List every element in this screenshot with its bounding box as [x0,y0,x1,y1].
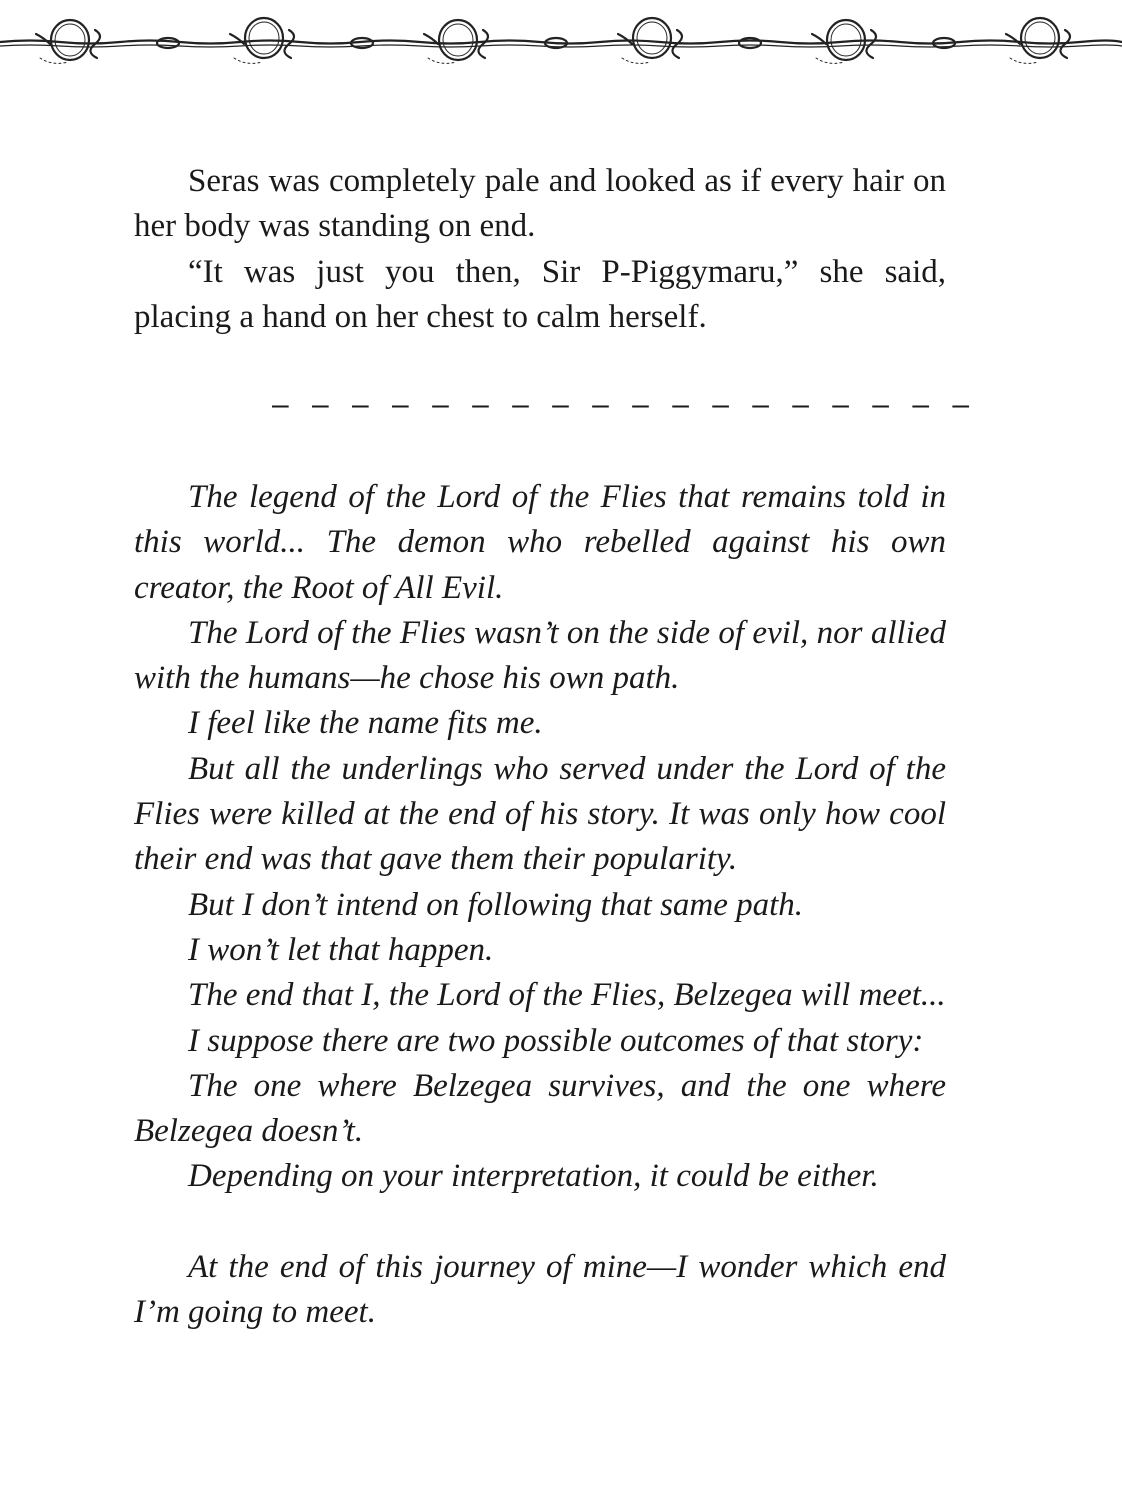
paragraph: The one where Belzegea survives, and the one where Belzegea doesn’t. [134,1067,946,1150]
paragraph: “It was just you then, Sir P-Piggymaru,” she said, placing a hand on her chest to calm herself. [134,253,946,335]
paragraph: The legend of the Lord of the Flies that remains told in this world... The demon who rebelled against his own creator, the Root of All Evil. [134,479,946,606]
opening-passage [134,159,946,340]
paragraph: But I don’t intend on following that same path. [188,886,804,923]
paragraph: At the end of this journey of mine—I wonder which end I’m going to meet. [134,1249,946,1331]
paragraph: The Lord of the Flies wasn’t on the side of evil, nor allied with the humans—he chose his own path. [134,614,946,697]
paragraph: Depending on your interpretation, it could be either. [188,1158,879,1195]
paragraph: Seras was completely pale and looked as if every hair on her body was standing on end. [134,163,946,245]
paragraph: I feel like the name fits me. [188,705,543,742]
paragraph: I won’t let that happen. [188,931,494,968]
paragraph: The end that I, the Lord of the Flies, Belzegea will meet... [188,977,946,1014]
paragraph: But all the underlings who served under the Lord of the Flies were killed at the end of his story. It was only how cool their end was that gave them their popularity. [134,750,946,878]
paragraph: I suppose there are two possible outcomes of that story: [188,1022,924,1059]
scene-break-divider: – – – – – – – – – – – – – – – – – – [272,388,977,421]
paragraph-spacer [134,1200,946,1245]
chain-border-ornament [0,0,1122,80]
italic-passage [134,475,946,1336]
